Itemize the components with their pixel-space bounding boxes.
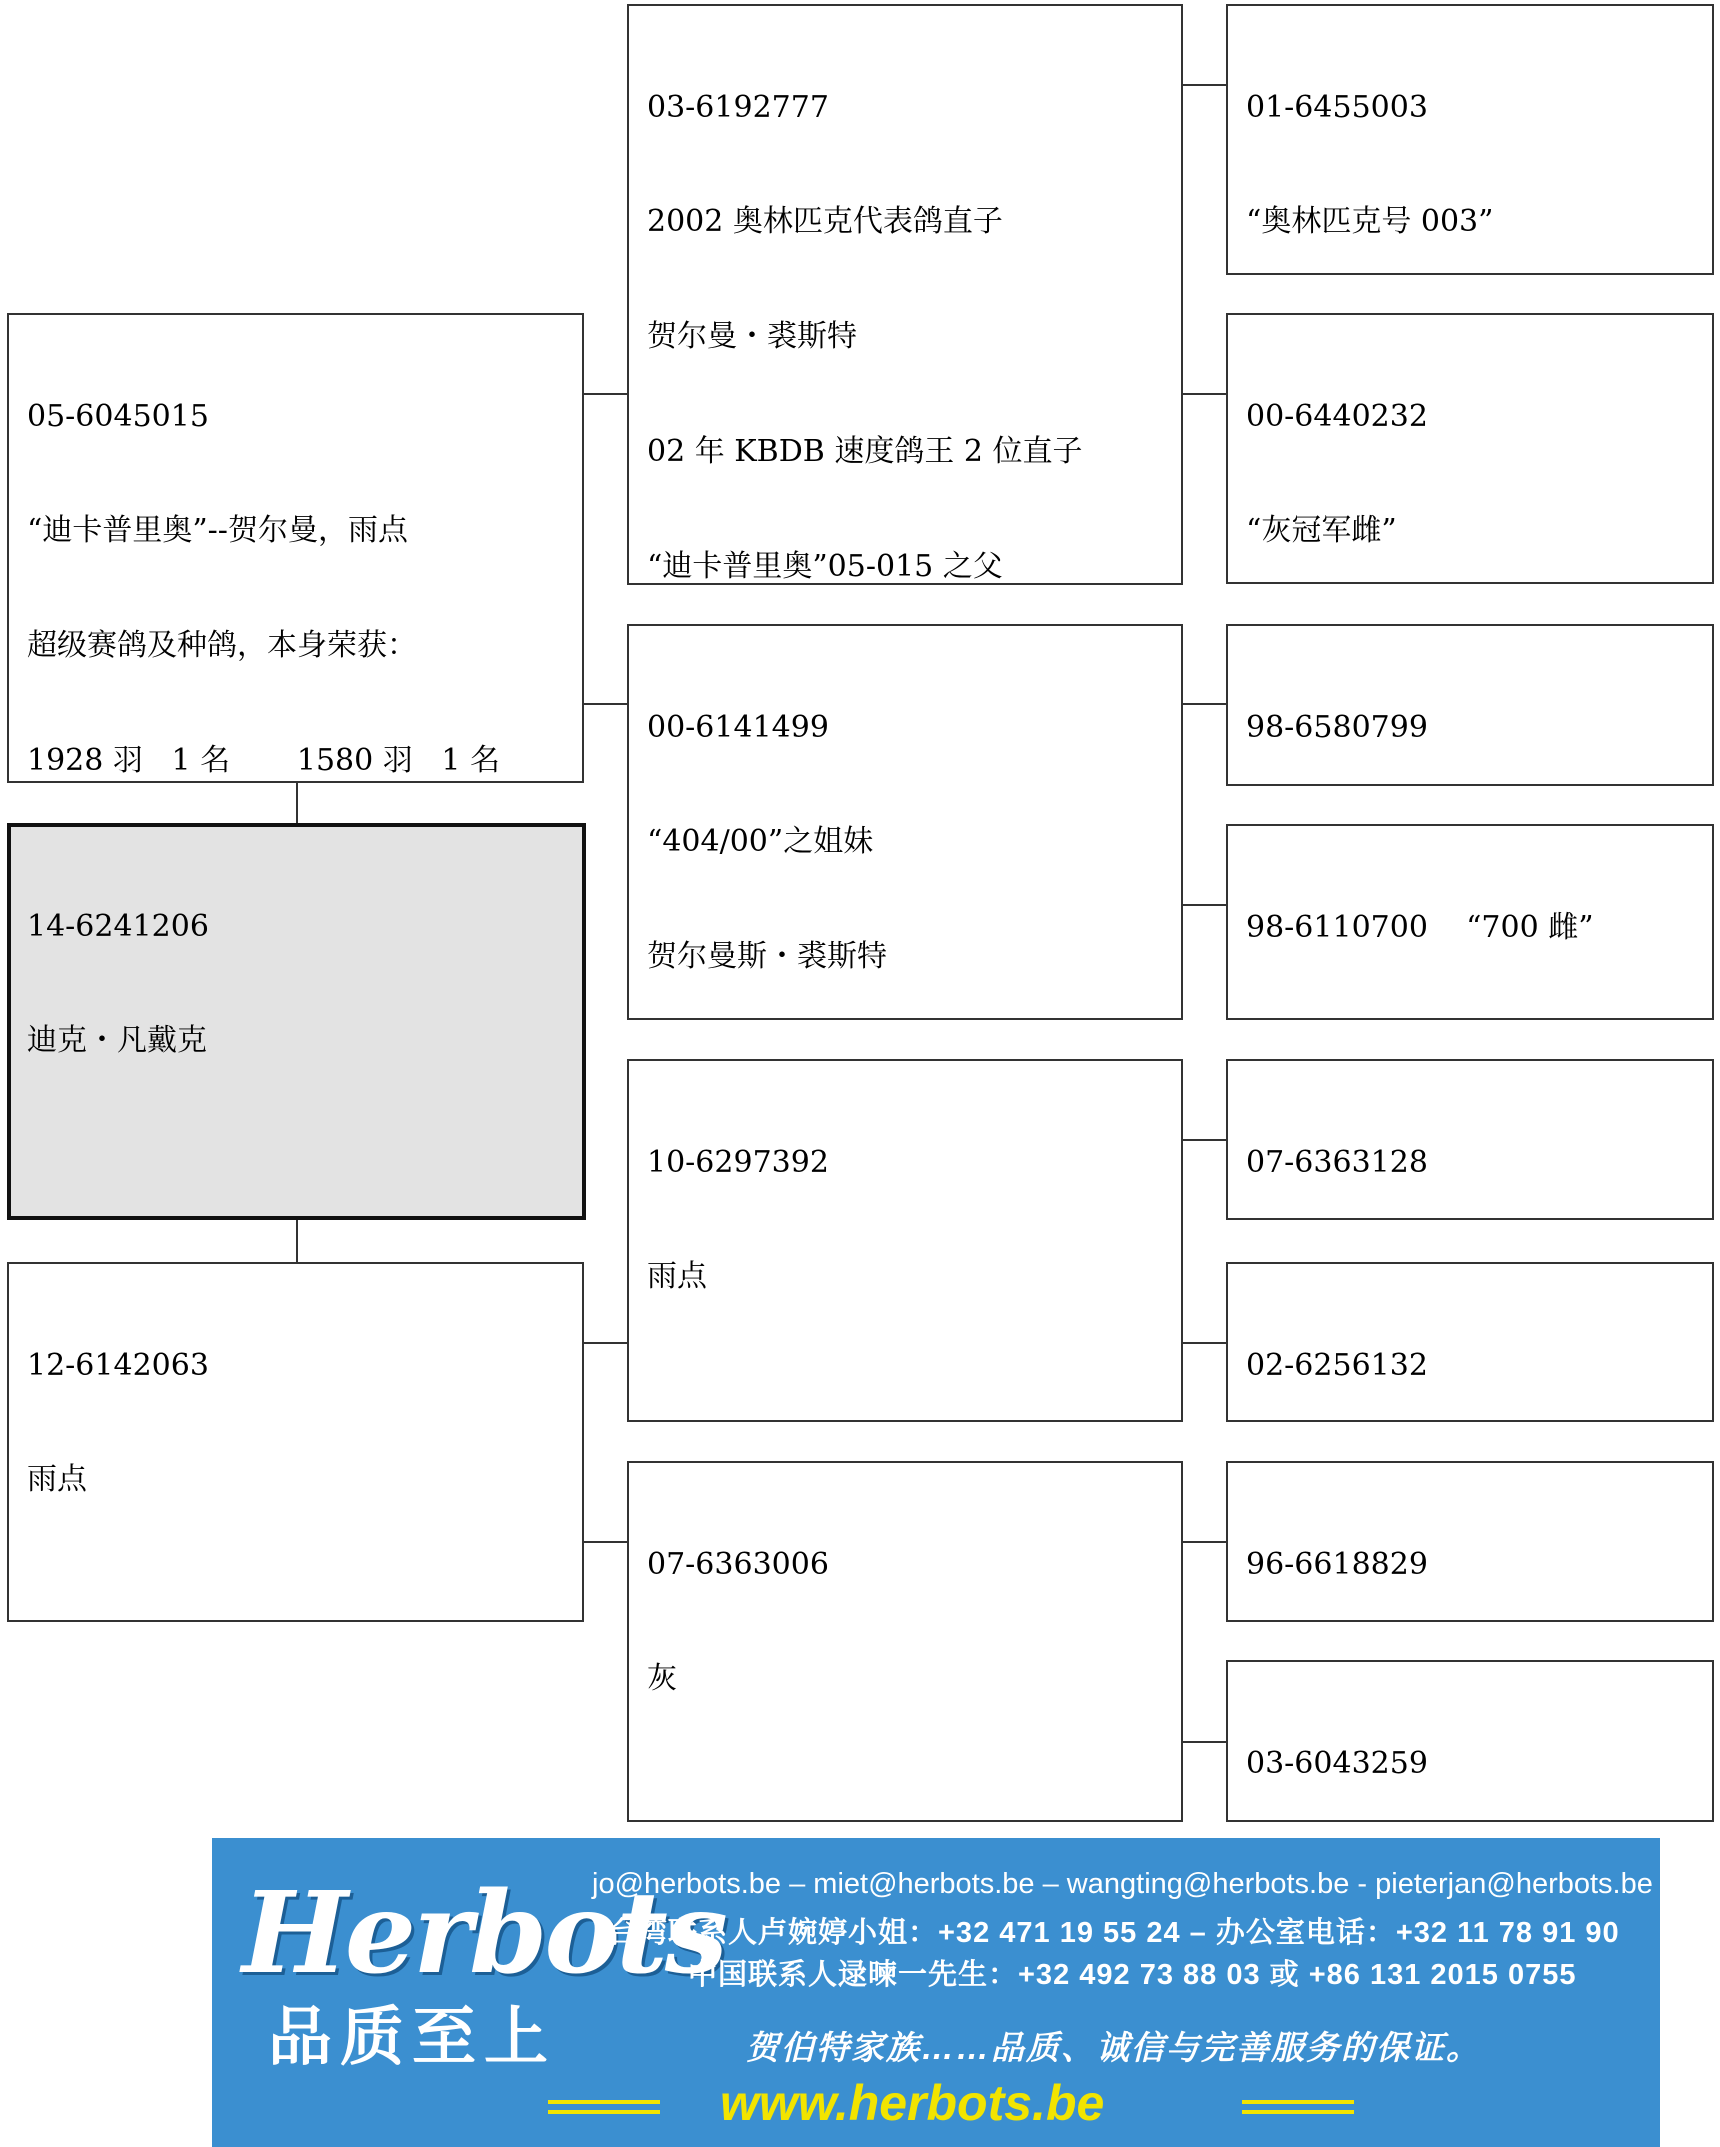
info-line: “迪卡普里奥”--贺尔曼，雨点 <box>27 513 408 549</box>
website-link[interactable]: www.herbots.be <box>720 2075 1105 2131</box>
ring-number: 98-6580799 <box>1246 709 1428 745</box>
info-line: “奥林匹克号 003” <box>1246 204 1494 240</box>
bird-name: 雨点 <box>647 1259 707 1295</box>
connector-line <box>1183 703 1226 705</box>
connector-line <box>1183 84 1226 86</box>
connector-line <box>1183 393 1226 395</box>
info-line: “404/00”之姐妹 <box>647 824 874 860</box>
decorative-line <box>548 2110 660 2114</box>
info-line: “灰冠军雌” <box>1246 513 1397 549</box>
info-line: 贺尔曼斯・裘斯特 <box>647 939 887 975</box>
ring-number: 05-6045015 <box>27 398 209 434</box>
ring-number: 01-6455003 <box>1246 89 1428 125</box>
sire-dam-card <box>627 624 1183 1020</box>
ring-number: 03-6043259 <box>1246 1745 1428 1781</box>
ring-number: 07-6363128 <box>1246 1144 1428 1180</box>
ring-number: 02-6256132 <box>1246 1347 1428 1383</box>
ssd-card <box>1226 313 1714 584</box>
tagline: 贺伯特家族……品质、诚信与完善服务的保证。 <box>746 2029 1481 2066</box>
ddd-card <box>1226 1660 1714 1822</box>
sire-card <box>7 313 584 783</box>
connector-line <box>584 1541 627 1543</box>
ring-number: 00-6440232 <box>1246 398 1428 434</box>
connector-line <box>1183 1342 1226 1344</box>
dsd-card <box>1226 1262 1714 1422</box>
email-addresses: jo@herbots.be – miet@herbots.be – wangting@herbots.be - pieterjan@herbots.be <box>592 1868 1653 1900</box>
decorative-line <box>1242 2110 1354 2114</box>
info-line: 2002 奥林匹克代表鸽直子 <box>647 204 1003 240</box>
bird-name: 迪克・凡戴克 <box>27 1023 207 1059</box>
ring-number: 98-6110700 “700 雌” <box>1246 909 1594 945</box>
ring-number: 12-6142063 <box>27 1347 209 1383</box>
ring-number: 00-6141499 <box>647 709 829 745</box>
result-line: 1928 羽 1 名 1580 羽 1 名 <box>27 743 500 779</box>
connector-line <box>584 1342 627 1344</box>
connector-line <box>296 783 298 823</box>
dam-card <box>7 1262 584 1622</box>
info-line: 超级赛鸽及种鸽，本身荣获： <box>27 628 417 664</box>
dss-card <box>1226 1059 1714 1220</box>
sdd-card <box>1226 824 1714 1020</box>
bird-name: 雨点 <box>27 1462 87 1498</box>
connector-line <box>1183 1139 1226 1141</box>
subject-bird-card <box>7 823 586 1220</box>
connector-line <box>1183 1541 1226 1543</box>
ring-number: 96-6618829 <box>1246 1546 1428 1582</box>
bird-name: 灰 <box>647 1661 677 1697</box>
taiwan-contact: 台湾联系人卢婉婷小姐：+32 471 19 55 24 – 办公室电话：+32 11 78 91 90 <box>608 1917 1620 1949</box>
decorative-line <box>1242 2100 1354 2104</box>
decorative-line <box>548 2100 660 2104</box>
ring-number: 07-6363006 <box>647 1546 829 1582</box>
ring-number: 03-6192777 <box>647 89 829 125</box>
ring-number: 10-6297392 <box>647 1144 829 1180</box>
ring-number: 14-6241206 <box>27 908 209 944</box>
sire-sire-card <box>627 4 1183 585</box>
sss-card <box>1226 4 1714 275</box>
connector-line <box>1183 1741 1226 1743</box>
connector-line <box>584 703 627 705</box>
slogan: 品质至上 <box>268 2001 556 2075</box>
footer-banner <box>212 1838 1660 2147</box>
info-line: 贺尔曼・裘斯特 <box>647 319 857 355</box>
china-contact: 中国联系人逯暕一先生：+32 492 73 88 03 或 +86 131 2015 0755 <box>688 1959 1577 1991</box>
info-line: “迪卡普里奥”05-015 之父 <box>647 549 1003 585</box>
dam-dam-card <box>627 1461 1183 1822</box>
dds-card <box>1226 1461 1714 1622</box>
connector-line <box>584 393 627 395</box>
herbots-logo: Herbots <box>242 1868 725 1999</box>
connector-line <box>1183 904 1226 906</box>
connector-line <box>296 1220 298 1262</box>
sds-card <box>1226 624 1714 786</box>
dam-sire-card <box>627 1059 1183 1422</box>
info-line: 02 年 KBDB 速度鸽王 2 位直子 <box>647 434 1083 470</box>
